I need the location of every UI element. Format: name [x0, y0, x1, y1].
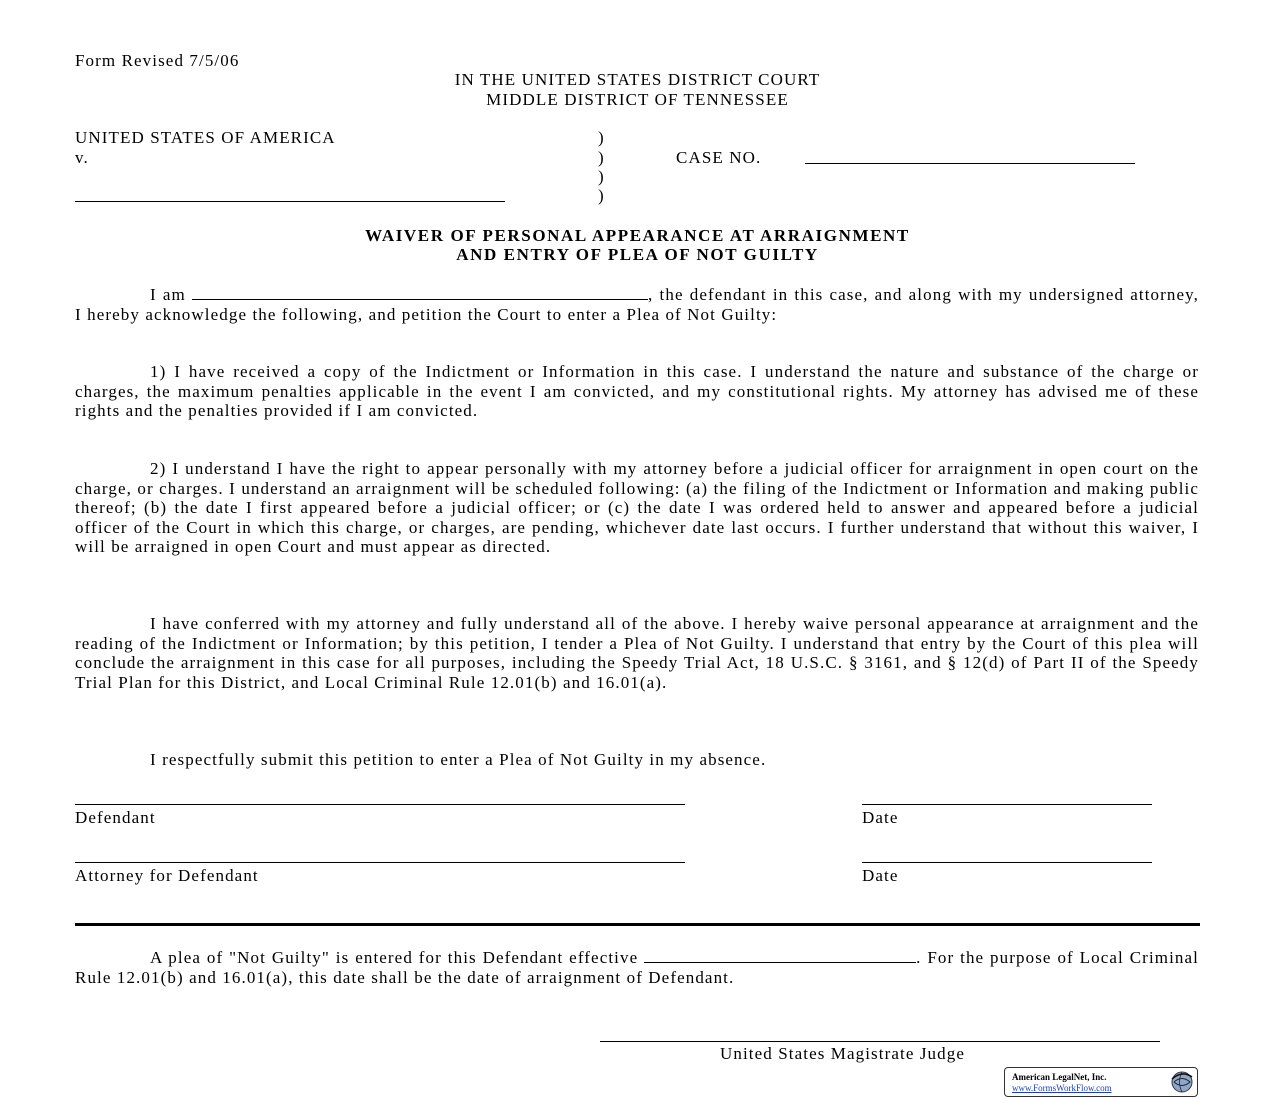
intro-suffix: , the defendant in this case, and along with my undersigned attorney, I hereby acknowledge the following, and petition the Court to enter a Plea of Not Guilty: [75, 285, 1199, 324]
paragraph-2: 2) I understand I have the right to appear personally with my attorney before a judicial officer for arraignment in open court on the charge, or charges. I understand an arraignment will be scheduled following: (a) the filing of the Indictment or Information and making public thereof; (b) the date I first appeared before a judicial officer; or (c) the date I was ordered held to answer and appeared before a judicial officer of the Court in which this charge, or charges, are pending, whichever date last occurs. I further understand that without this waiver, I will be arraigned in open Court and must appear as directed. [75, 459, 1199, 556]
court-name: IN THE UNITED STATES DISTRICT COURT [454, 70, 821, 89]
defendant-date-label: Date [862, 808, 899, 827]
caption-paren-2: ) [598, 148, 605, 167]
attorney-signature-line[interactable] [75, 862, 685, 863]
case-number-field[interactable] [805, 163, 1135, 164]
publisher-website-link[interactable]: www.FormsWorkFlow.com [1012, 1083, 1112, 1093]
caption-paren-3: ) [598, 167, 605, 186]
form-title-line1: WAIVER OF PERSONAL APPEARANCE AT ARRAIGNMENT [365, 226, 910, 245]
caption-paren-1: ) [598, 128, 605, 147]
form-title-line2: AND ENTRY OF PLEA OF NOT GUILTY [456, 245, 819, 264]
attorney-date-label: Date [862, 866, 899, 885]
court-district: MIDDLE DISTRICT OF TENNESSEE [486, 90, 789, 109]
case-number-label: CASE NO. [676, 148, 762, 167]
defendant-date-line[interactable] [862, 804, 1152, 805]
paragraph-3: I have conferred with my attorney and fully understand all of the above. I hereby waive personal appearance at arraignment and the reading of the Indictment or Information; by this petition, I tender a Plea of Not Guilty. I understand that entry by the Court of this plea will conclude the arraignment in this case for all purposes, including the Speedy Trial Act, 18 U.S.C. § 3161, and § 12(d) of Part II of the Speedy Trial Plan for this District, and Local Criminal Rule 12.01(b) and 16.01(a). [75, 614, 1199, 692]
defendant-label: Defendant [75, 808, 156, 827]
intro-paragraph [75, 284, 1199, 324]
publisher-logo[interactable] [1004, 1067, 1198, 1097]
publisher-name: American LegalNet, Inc. [1012, 1072, 1107, 1082]
intro-prefix: I am [150, 285, 186, 304]
judge-signature-line[interactable] [600, 1041, 1160, 1042]
caption-paren-4: ) [598, 186, 605, 205]
form-revised-label: Form Revised 7/5/06 [75, 51, 240, 70]
effective-date-field[interactable] [644, 947, 916, 963]
defendant-name-line[interactable] [75, 201, 505, 202]
order-prefix: A plea of "Not Guilty" is entered for this Defendant effective [150, 948, 639, 967]
order-paragraph [75, 947, 1199, 987]
defendant-name-field[interactable] [192, 284, 648, 300]
attorney-date-line[interactable] [862, 862, 1152, 863]
section-divider [75, 923, 1200, 926]
defendant-signature-line[interactable] [75, 804, 685, 805]
globe-icon [1170, 1070, 1194, 1094]
paragraph-4: I respectfully submit this petition to enter a Plea of Not Guilty in my absence. [150, 750, 767, 769]
attorney-label: Attorney for Defendant [75, 866, 259, 885]
paragraph-1: 1) I have received a copy of the Indictment or Information in this case. I understand the nature and substance of the charge or charges, the maximum penalties applicable in the event I am convicted, and my constitutional rights. My attorney has advised me of these rights and the penalties provided if I am convicted. [75, 362, 1199, 420]
judge-label: United States Magistrate Judge [720, 1044, 965, 1063]
versus-label: v. [75, 148, 89, 167]
plaintiff-name: UNITED STATES OF AMERICA [75, 128, 336, 147]
order-suffix: . For the purpose of Local Criminal Rule 12.01(b) and 16.01(a), this date shall be the date of arraignment of Defendant. [75, 948, 1199, 987]
